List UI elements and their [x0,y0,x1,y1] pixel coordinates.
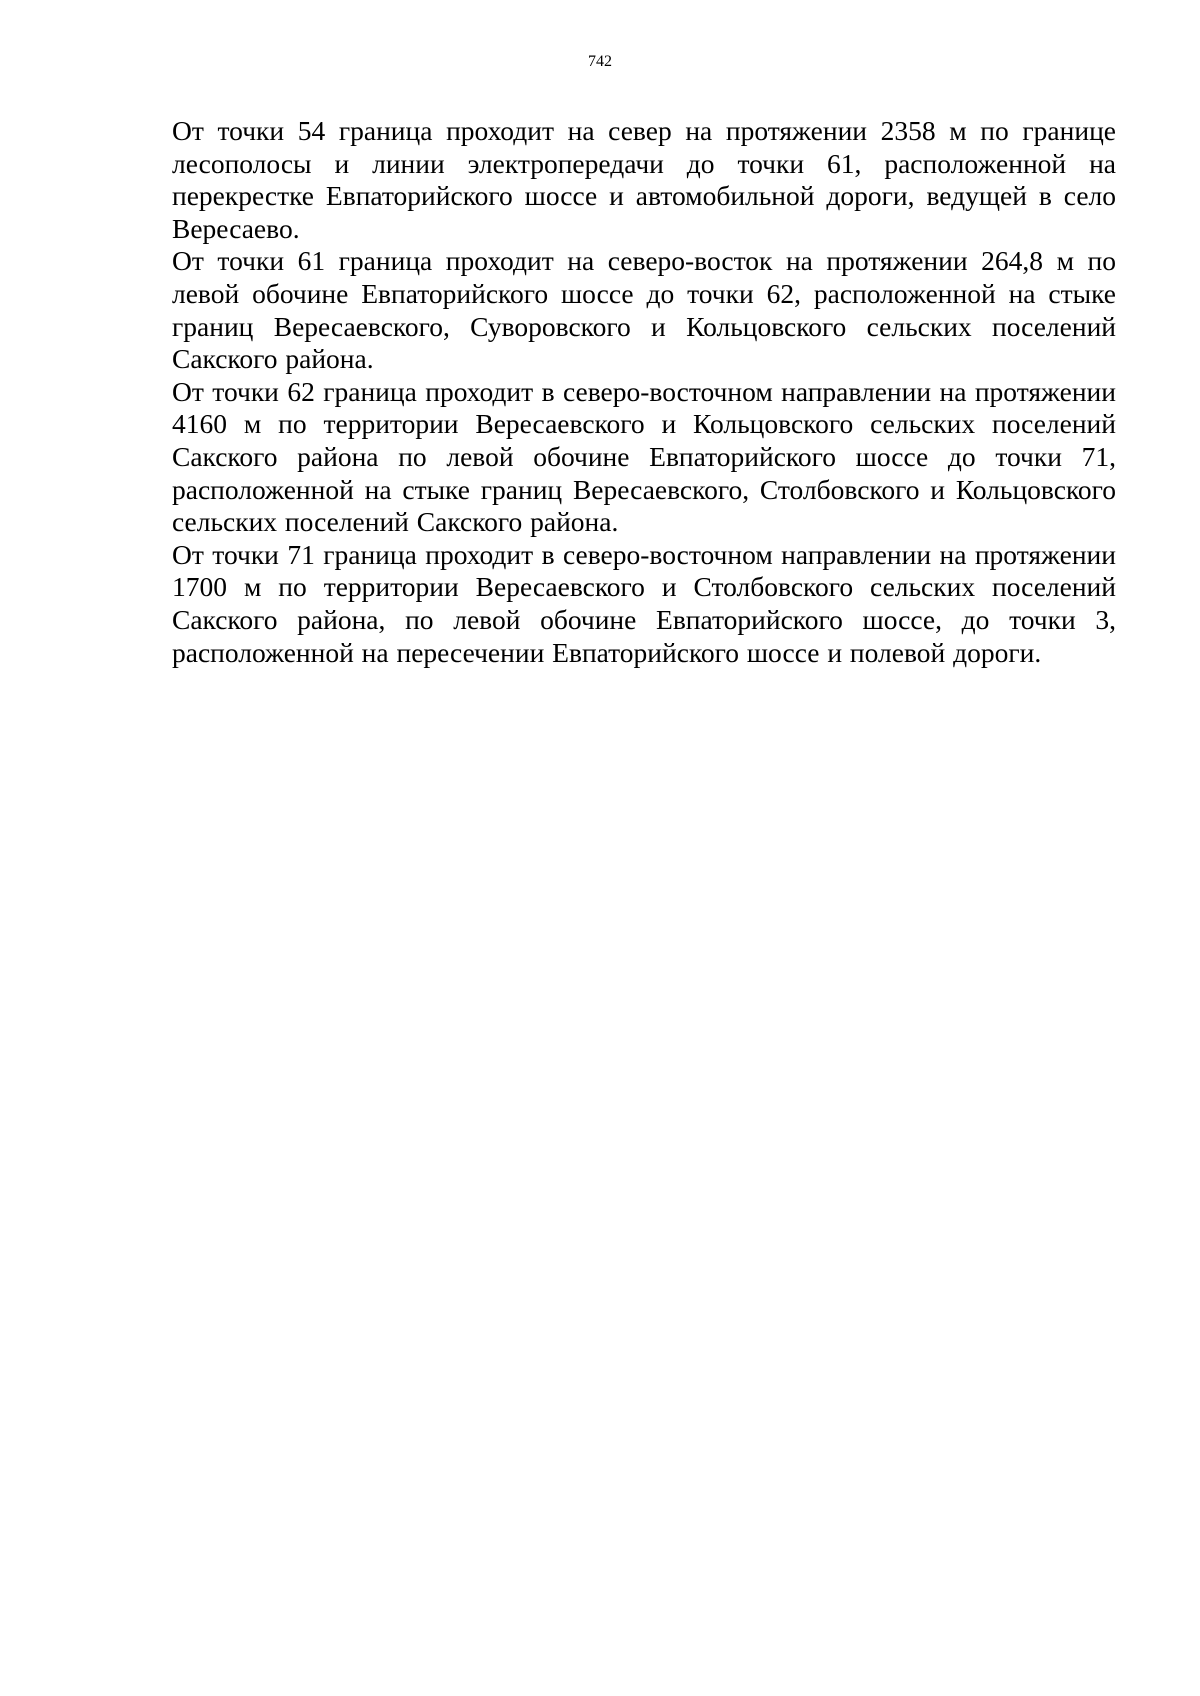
paragraph-point-71: От точки 71 граница проходит в северо-восточном направлении на протяжении 1700 м по территории Вересаевского и Столбовского сельских поселений Сакского района, по левой обочине Евпаторийского шоссе, до точки 3, расположенной на пересечении Евпаторийского шоссе и полевой дороги. [172,538,1116,668]
body-text [172,115,1116,669]
paragraph-point-62: От точки 62 граница проходит в северо-восточном направлении на протяжении 4160 м по территории Вересаевского и Кольцовского сельских поселений Сакского района по левой обочине Евпаторийского шоссе до точки 71, расположенной на стыке границ Вересаевского, Столбовского и Кольцовского сельских поселений Сакского района. [172,375,1116,538]
paragraph-point-54: От точки 54 граница проходит на север на протяжении 2358 м по границе лесополосы и линии электропередачи до точки 61, расположенной на перекрестке Евпаторийского шоссе и автомобильной дороги, ведущей в село Вересаево. [172,115,1116,244]
page-number: 742 [588,53,612,70]
paragraph-point-61: От точки 61 граница проходит на северо-восток на протяжении 264,8 м по левой обочине Евпаторийского шоссе до точки 62, расположенной на стыке границ Вересаевского, Суворовского и Кольцовского сельских поселений Сакского района. [172,245,1116,375]
